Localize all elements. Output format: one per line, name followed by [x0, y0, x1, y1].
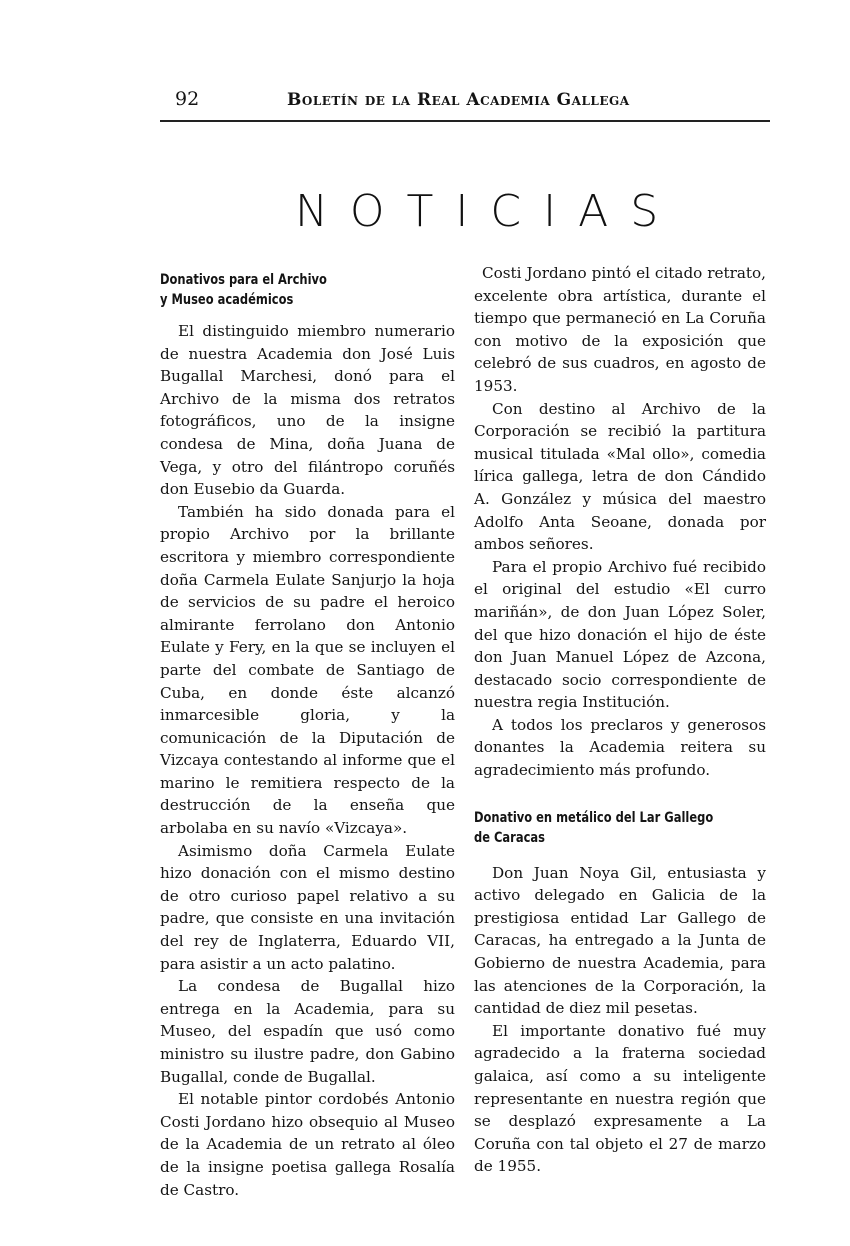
article2-heading-line2: de Caracas — [474, 829, 545, 846]
paragraph: El importante donativo fué muy agradecido a la fraterna sociedad galaica, así como a su inteligente representante en nuestra región que se desplazó expresamente a La Coruña con tal objeto el 27 de marzo de 1955. — [474, 1021, 766, 1176]
page-number: 92 — [175, 88, 200, 110]
article1-heading — [160, 270, 455, 310]
article1-heading-line1: Donativos para el Archivo — [160, 272, 327, 288]
paragraph: Don Juan Noya Gil, entusiasta y activo delegado en Galicia de la prestigiosa entidad Lar Gallego de Caracas, ha entregado a la Junta de Gobierno de nuestra Academia, para las atenciones de la Corporación, la cantidad de diez mil pesetas. — [474, 863, 766, 1018]
right-column — [474, 262, 766, 1178]
page-header — [175, 88, 775, 114]
article1-heading-line2: y Museo académicos — [160, 292, 294, 308]
section-title: NOTICIAS — [295, 186, 681, 237]
article2-heading-line1: Donativo en metálico del Lar Gallego — [474, 809, 714, 826]
article2-heading — [474, 808, 769, 848]
paragraph: Con destino al Archivo de la Corporación se recibió la partitura musical titulada «Mal ollo», comedia lírica gallega, letra de don Cándido A. González y música del maestro Adolfo Anta Seoane, donada por ambos señores. — [474, 399, 766, 554]
paragraph: Costi Jordano pintó el citado retrato, excelente obra artística, durante el tiempo que permaneció en La Coruña con motivo de la exposición que celebró de sus cuadros, en agosto de 1953. — [474, 264, 766, 395]
paragraph: El distinguido miembro numerario de nuestra Academia don José Luis Bugallal Marchesi, donó para el Archivo de la misma dos retratos fotográficos, uno de la insigne condesa de Mina, doña Juana de Vega, y otro del filántropo coruñés don Eusebio da Guarda. — [160, 322, 455, 499]
paragraph: También ha sido donada para el propio Archivo por la brillante escritora y miembro correspondiente doña Carmela Eulate Sanjurjo la hoja de servicios de su padre el heroico almirante ferrolano don Antonio Eulate y Fery, en la que se incluyen el parte del combate de Santiago de Cuba, en donde éste alcanzó inmarcesible gloria, y la comunicación de la Diputación de Vizcaya contestando al informe que el marino le remitiera respecto de la destrucción de la enseña que arbolaba en su navío «Vizcaya». — [160, 502, 455, 838]
paragraph: Para el propio Archivo fué recibido el original del estudio «El curro mariñán», de don Juan López Soler, del que hizo donación el hijo de éste don Juan Manuel López de Azcona, destacado socio correspondiente de nuestra regia Institución. — [474, 557, 766, 712]
paragraph: La condesa de Bugallal hizo entrega en la Academia, para su Museo, del espadín que usó como ministro su ilustre padre, don Gabino Bugallal, conde de Bugallal. — [160, 977, 455, 1086]
running-title: Boletín de la Real Academia Gallega — [287, 90, 630, 110]
header-rule — [160, 120, 770, 122]
left-column — [160, 262, 455, 1201]
paragraph: Asimismo doña Carmela Eulate hizo donación con el mismo destino de otro curioso papel relativo a su padre, que consiste en una invitación del rey de Inglaterra, Eduardo VII, para asistir a un acto palatino. — [160, 841, 455, 973]
paragraph: El notable pintor cordobés Antonio Costi Jordano hizo obsequio al Museo de la Academia de un retrato al óleo de la insigne poetisa gallega Rosalía de Castro. — [160, 1090, 455, 1199]
paragraph: A todos los preclaros y generosos donantes la Academia reitera su agradecimiento más profundo. — [474, 715, 766, 780]
